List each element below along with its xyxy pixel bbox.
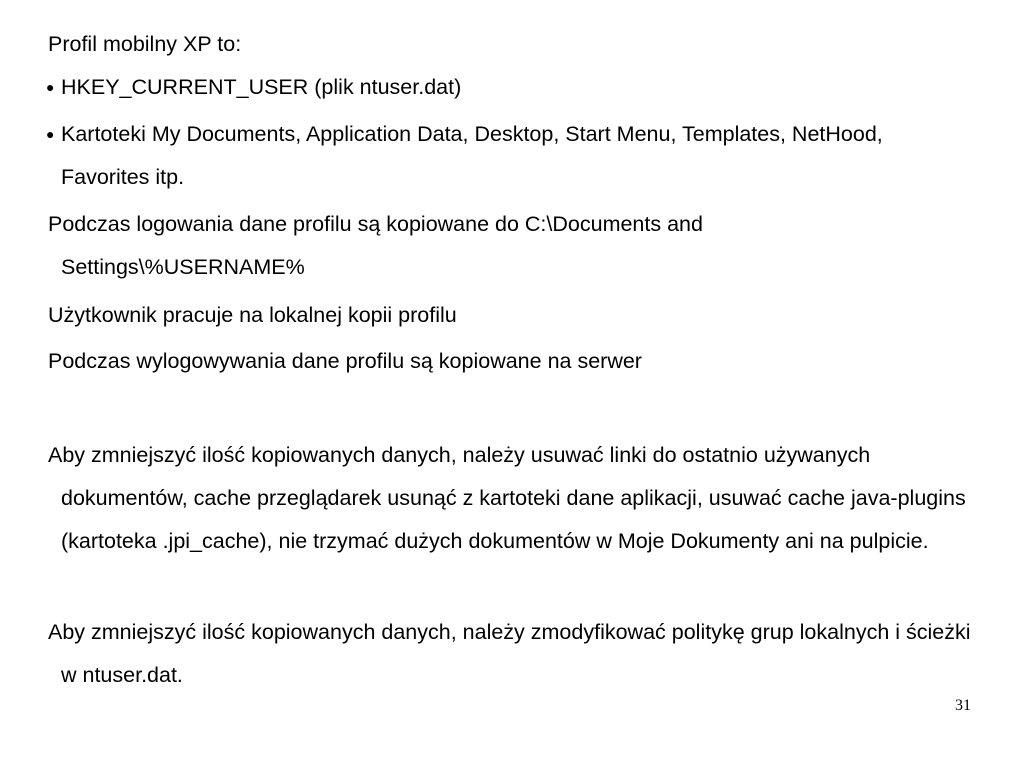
bullet-icon: ●: [46, 126, 55, 142]
bullet-item-registry: [46, 66, 996, 109]
paragraph-logout: Podczas wylogowywania dane profilu są kopiowane na serwer: [48, 349, 642, 373]
bullet-text: HKEY_CURRENT_USER (plik ntuser.dat): [61, 75, 462, 99]
paragraph-reduce-data: Aby zmniejszyć ilość kopiowanych danych, należy usuwać linki do ostatnio używanych dokumentów, cache przeglądarek usunąć z kartoteki dane aplikacji, usuwać cache java-plugins (kartoteka .jpi_cache), nie trzymać dużych dokumentów w Moje Dokumenty ani na pulpicie.: [48, 443, 966, 553]
bullet-item-folders: [46, 113, 961, 199]
bullet-text: Kartoteki My Documents, Application Data, Desktop, Start Menu, Templates, NetHood, Favorites itp.: [61, 122, 883, 189]
paragraph-local-copy: Użytkownik pracuje na lokalnej kopii profilu: [48, 303, 457, 327]
page-number: 31: [955, 697, 971, 714]
paragraph-login: Podczas logowania dane profilu są kopiowane do C:\Documents and Settings\%USERNAME%: [48, 212, 703, 279]
bullet-icon: ●: [46, 79, 55, 95]
paragraph-group-policy: Aby zmniejszyć ilość kopiowanych danych, należy zmodyfikować politykę grup lokalnych i ścieżki w ntuser.dat.: [48, 620, 971, 687]
slide-heading: Profil mobilny XP to:: [48, 32, 242, 56]
